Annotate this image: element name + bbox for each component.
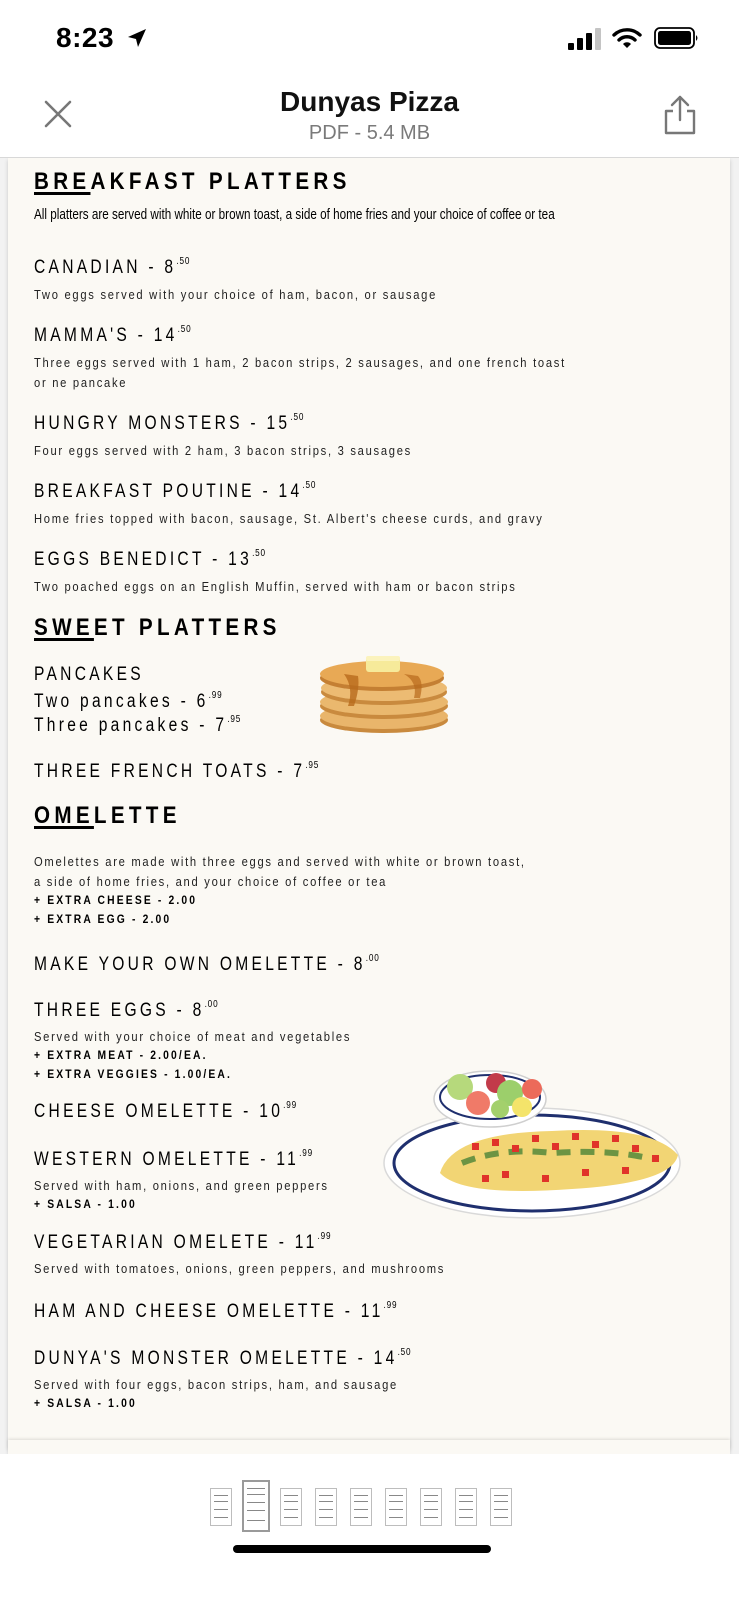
pdf-page-next[interactable] (8, 1440, 730, 1454)
item-monster-desc: Served with four eggs, bacon strips, ham, and sausage (34, 1377, 398, 1392)
item-mammas-desc-2: or ne pancake (34, 375, 128, 390)
item-hungry-monsters: HUNGRY MONSTERS - $15^{.50}$ (34, 412, 305, 434)
pdf-viewer[interactable] (0, 158, 739, 1454)
page-thumbnail-7[interactable] (420, 1488, 442, 1526)
extra-cheese: + EXTRA CHEESE - 2.00 (34, 893, 198, 907)
page-thumbnail-6[interactable] (385, 1488, 407, 1526)
omelette-intro-1: Omelettes are made with three eggs and served with white or brown toast, (34, 854, 526, 869)
item-french-toasts: THREE FRENCH TOATS - $7^{.95}$ (34, 760, 320, 782)
item-three-eggs: THREE EGGS - $8^{.00}$ (34, 999, 219, 1021)
battery-icon (654, 26, 700, 50)
pdf-page[interactable] (8, 158, 730, 1448)
document-nav-bar (0, 78, 739, 158)
status-time: 8:23 (56, 22, 115, 53)
status-bar (0, 0, 739, 78)
page-thumbnail-8[interactable] (455, 1488, 477, 1526)
page-thumbnail-2[interactable] (242, 1480, 270, 1532)
item-vegetarian-desc: Served with tomatoes, onions, green peppers, and mushrooms (34, 1261, 446, 1276)
omelette-heading: OMELETTE (34, 802, 181, 829)
page-thumbnail-1[interactable] (210, 1488, 232, 1526)
item-breakfast-poutine-desc: Home fries topped with bacon, sausage, St. Albert's cheese curds, and gravy (34, 511, 544, 526)
item-three-pancakes: Three pancakes - $7^{.95}$ (34, 714, 242, 736)
omelette-intro-2: a side of home fries, and your choice of coffee or tea (34, 874, 388, 889)
extra-salsa-western: + SALSA - 1.00 (34, 1197, 137, 1211)
document-subtitle: PDF - 5.4 MB (308, 122, 431, 144)
extra-salsa-monster: + SALSA - 1.00 (34, 1396, 137, 1410)
item-make-your-own: MAKE YOUR OWN OMELETTE - $8^{.00}$ (34, 953, 380, 975)
item-mammas-desc: Three eggs served with 1 ham, 2 bacon strips, 2 sausages, and one french toast (34, 355, 566, 370)
location-arrow-icon (127, 28, 147, 48)
page-thumbnail-strip[interactable] (210, 1480, 530, 1536)
item-western-desc: Served with ham, onions, and green peppers (34, 1178, 329, 1193)
item-canadian: CANADIAN - $8^{.50}$ (34, 256, 191, 278)
page-thumbnail-4[interactable] (315, 1488, 337, 1526)
item-cheese-omelette: CHEESE OMELETTE - $10^{.99}$ (34, 1100, 298, 1122)
item-three-eggs-desc: Served with your choice of meat and vegetables (34, 1029, 352, 1044)
wifi-icon (612, 26, 642, 50)
item-dunyas-monster-omelette: DUNYA'S MONSTER OMELETTE - $14^{.50}$ (34, 1347, 412, 1369)
breakfast-heading: BREAKFAST PLATTERS (34, 168, 351, 195)
page-thumbnail-3[interactable] (280, 1488, 302, 1526)
page-thumbnail-5[interactable] (350, 1488, 372, 1526)
item-canadian-desc: Two eggs served with your choice of ham, bacon, or sausage (34, 287, 438, 302)
document-title: Dunyas Pizza (280, 86, 459, 117)
item-breakfast-poutine: BREAKFAST POUTINE - $14^{.50}$ (34, 480, 317, 502)
sweet-heading: SWEET PLATTERS (34, 614, 281, 641)
item-eggs-benedict: EGGS BENEDICT - $13^{.50}$ (34, 548, 266, 570)
extra-veggies: + EXTRA VEGGIES - 1.00/EA. (34, 1067, 233, 1081)
item-vegetarian-omelete: VEGETARIAN OMELETE - $11^{.99}$ (34, 1231, 332, 1253)
item-two-pancakes: Two pancakes - $6^{.99}$ (34, 690, 223, 712)
extra-egg: + EXTRA EGG - 2.00 (34, 912, 172, 926)
item-pancakes: PANCAKES (34, 664, 144, 685)
item-eggs-benedict-desc: Two poached eggs on an English Muffin, served with ham or bacon strips (34, 579, 517, 594)
home-indicator[interactable] (233, 1545, 491, 1553)
item-hungry-monsters-desc: Four eggs served with 2 ham, 3 bacon strips, 3 sausages (34, 443, 412, 458)
omelette-plate-image (382, 1063, 688, 1223)
pancakes-image (314, 648, 454, 738)
page-thumbnail-9[interactable] (490, 1488, 512, 1526)
item-mammas: MAMMA'S - $14^{.50}$ (34, 324, 192, 346)
cellular-signal-icon (568, 28, 604, 50)
extra-meat: + EXTRA MEAT - 2.00/EA. (34, 1048, 208, 1062)
breakfast-intro: All platters are served with white or brown toast, a side of home fries and your choice of coffee or tea (34, 206, 555, 223)
item-western-omelette: WESTERN OMELETTE - $11^{.99}$ (34, 1148, 313, 1170)
item-ham-cheese-omelette: HAM AND CHEESE OMELETTE - $11^{.99}$ (34, 1300, 398, 1322)
share-icon[interactable] (662, 94, 698, 136)
